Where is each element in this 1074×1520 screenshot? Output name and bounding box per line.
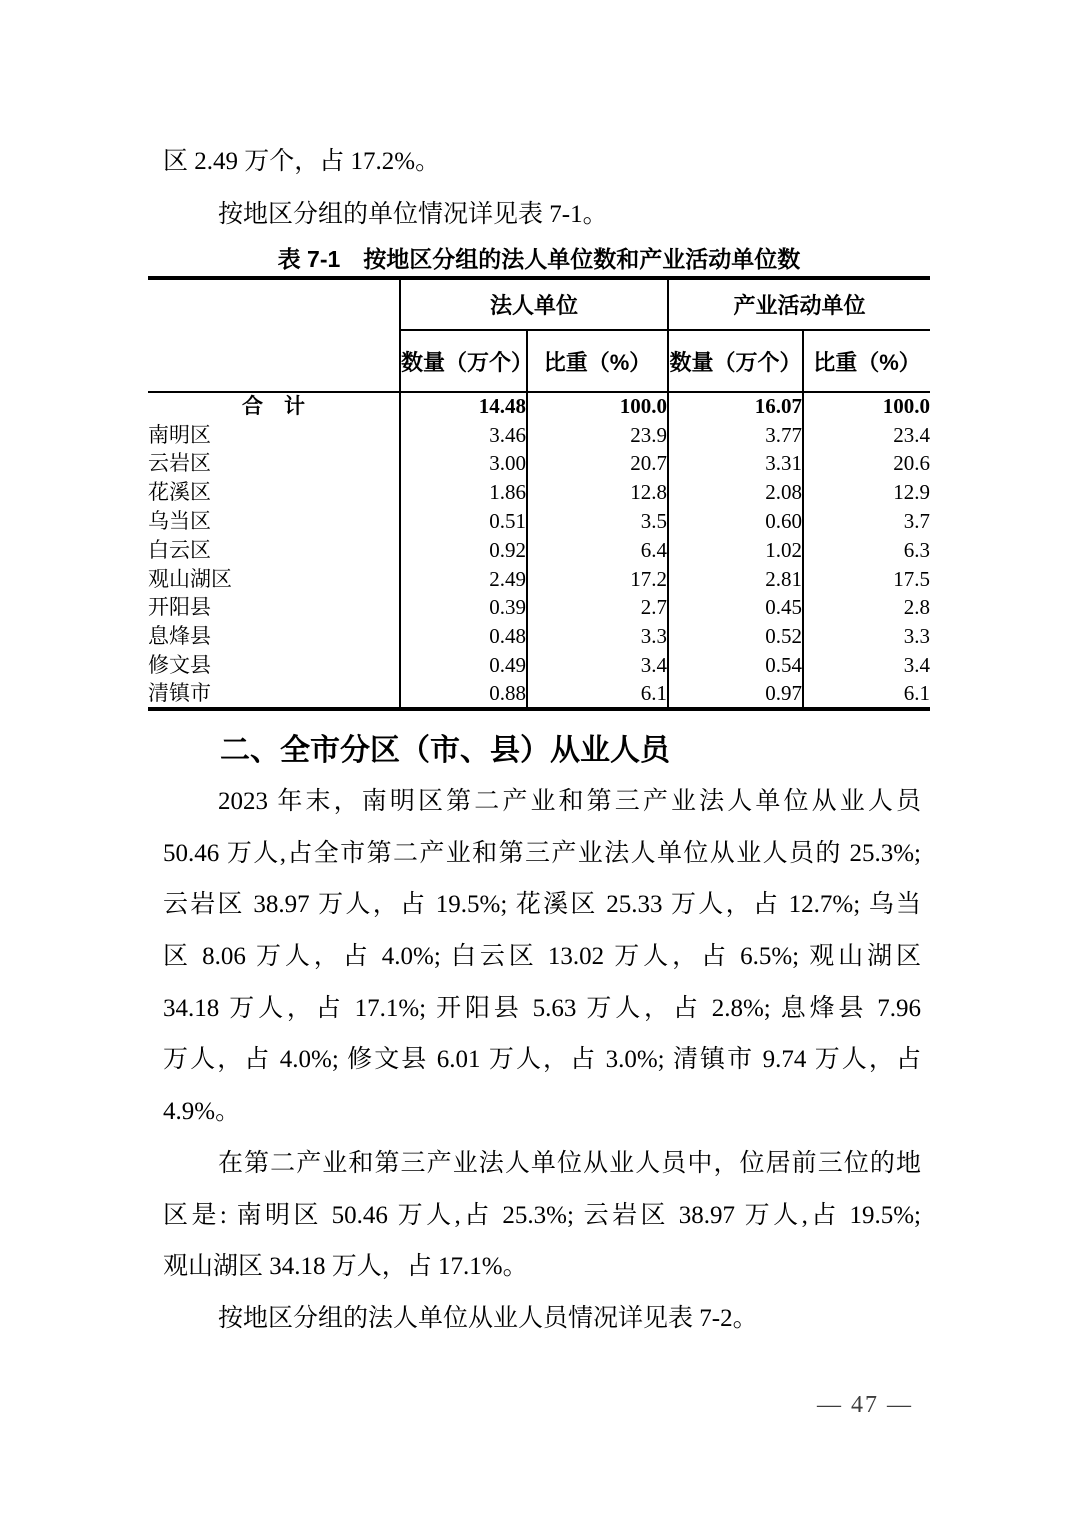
value-cell: 6.1 (527, 680, 668, 709)
value-cell: 3.77 (668, 421, 803, 450)
value-cell: 3.3 (803, 622, 930, 651)
sub-header-quantity-industrial: 数量（万个） (668, 330, 803, 392)
value-cell: 0.52 (668, 622, 803, 651)
body-line: 观山湖区 34.18 万人，占 17.1%。 (163, 1253, 528, 1281)
sub-header-quantity-legal: 数量（万个） (400, 330, 527, 392)
region-cell: 合 计 (242, 394, 305, 419)
region-column-header-blank (148, 278, 400, 392)
value-cell: 3.46 (400, 421, 527, 450)
region-cell: 南明区 (148, 422, 211, 447)
table-row (148, 507, 930, 536)
value-cell: 6.3 (803, 536, 930, 565)
value-cell: 0.51 (400, 507, 527, 536)
table-row (148, 450, 930, 479)
intro-line-1: 区 2.49 万个，占 17.2%。 (163, 148, 441, 175)
body-line: 区 8.06 万人，占 4.0%; 白云区 13.02 万人，占 6.5%; 观山湖区 (163, 943, 921, 971)
body-line: 区是: 南明区 50.46 万人,占 25.3%; 云岩区 38.97 万人,占 19.5%; (163, 1201, 921, 1229)
body-paragraphs (163, 776, 921, 1345)
table-row (148, 622, 930, 651)
value-cell: 20.6 (803, 450, 930, 479)
value-cell: 23.4 (803, 421, 930, 450)
region-cell: 云岩区 (148, 451, 211, 476)
value-cell: 0.88 (400, 680, 527, 709)
value-cell: 16.07 (668, 392, 803, 421)
body-line: 在第二产业和第三产业法人单位从业人员中，位居前三位的地 (218, 1149, 921, 1177)
value-cell: 100.0 (803, 392, 930, 421)
table-row (148, 421, 930, 450)
body-line: 云岩区 38.97 万人，占 19.5%; 花溪区 25.33 万人，占 12.7%; 乌当 (163, 891, 921, 919)
value-cell: 3.4 (803, 651, 930, 680)
value-cell: 14.48 (400, 392, 527, 421)
value-cell: 3.5 (527, 507, 668, 536)
value-cell: 0.97 (668, 680, 803, 709)
table-caption: 表 7-1 按地区分组的法人单位数和产业活动单位数 (277, 246, 801, 272)
table-row (148, 680, 930, 709)
region-cell: 开阳县 (148, 595, 211, 620)
page-number: — 47 — (817, 1392, 913, 1418)
value-cell: 0.49 (400, 651, 527, 680)
value-cell: 2.08 (668, 478, 803, 507)
region-cell: 花溪区 (148, 480, 211, 505)
units-by-region-table (148, 276, 930, 711)
value-cell: 2.8 (803, 594, 930, 623)
sub-header-share-industrial: 比重（%） (803, 330, 930, 392)
table-row (148, 392, 930, 421)
region-cell: 乌当区 (148, 509, 211, 534)
value-cell: 1.86 (400, 478, 527, 507)
value-cell: 0.39 (400, 594, 527, 623)
table-row (148, 536, 930, 565)
value-cell: 3.31 (668, 450, 803, 479)
region-cell: 息烽县 (148, 624, 211, 649)
group-header-legal-units: 法人单位 (400, 278, 668, 330)
table-row (148, 651, 930, 680)
intro-line-2: 按地区分组的单位情况详见表 7-1。 (218, 201, 608, 228)
value-cell: 3.4 (527, 651, 668, 680)
body-line: 50.46 万人,占全市第二产业和第三产业法人单位从业人员的 25.3%; (163, 839, 921, 867)
value-cell: 0.45 (668, 594, 803, 623)
region-cell: 白云区 (148, 537, 211, 562)
value-cell: 1.02 (668, 536, 803, 565)
value-cell: 12.8 (527, 478, 668, 507)
table-row (148, 565, 930, 594)
value-cell: 17.2 (527, 565, 668, 594)
value-cell: 0.48 (400, 622, 527, 651)
value-cell: 2.81 (668, 565, 803, 594)
value-cell: 0.92 (400, 536, 527, 565)
value-cell: 12.9 (803, 478, 930, 507)
value-cell: 0.54 (668, 651, 803, 680)
region-cell: 清镇市 (148, 680, 211, 705)
body-line: 34.18 万人，占 17.1%; 开阳县 5.63 万人，占 2.8%; 息烽县 7.96 (163, 994, 921, 1022)
section-heading: 二、全市分区（市、县）从业人员 (220, 734, 670, 767)
table-row (148, 478, 930, 507)
table-group-header-row (148, 278, 930, 330)
body-line: 万人，占 4.0%; 修文县 6.01 万人，占 3.0%; 清镇市 9.74 万人，占 (163, 1046, 921, 1074)
region-cell: 观山湖区 (148, 566, 232, 591)
value-cell: 0.60 (668, 507, 803, 536)
value-cell: 3.00 (400, 450, 527, 479)
value-cell: 2.49 (400, 565, 527, 594)
value-cell: 2.7 (527, 594, 668, 623)
region-cell: 修文县 (148, 653, 211, 678)
value-cell: 17.5 (803, 565, 930, 594)
body-line: 按地区分组的法人单位从业人员情况详见表 7-2。 (218, 1304, 758, 1332)
body-line: 2023 年末，南明区第二产业和第三产业法人单位从业人员 (218, 788, 921, 815)
value-cell: 6.4 (527, 536, 668, 565)
value-cell: 23.9 (527, 421, 668, 450)
value-cell: 6.1 (803, 680, 930, 709)
body-line: 4.9%。 (163, 1098, 241, 1126)
sub-header-share-legal: 比重（%） (527, 330, 668, 392)
value-cell: 3.7 (803, 507, 930, 536)
table-row (148, 594, 930, 623)
group-header-industrial-activity-units: 产业活动单位 (668, 278, 930, 330)
value-cell: 100.0 (527, 392, 668, 421)
value-cell: 20.7 (527, 450, 668, 479)
value-cell: 3.3 (527, 622, 668, 651)
